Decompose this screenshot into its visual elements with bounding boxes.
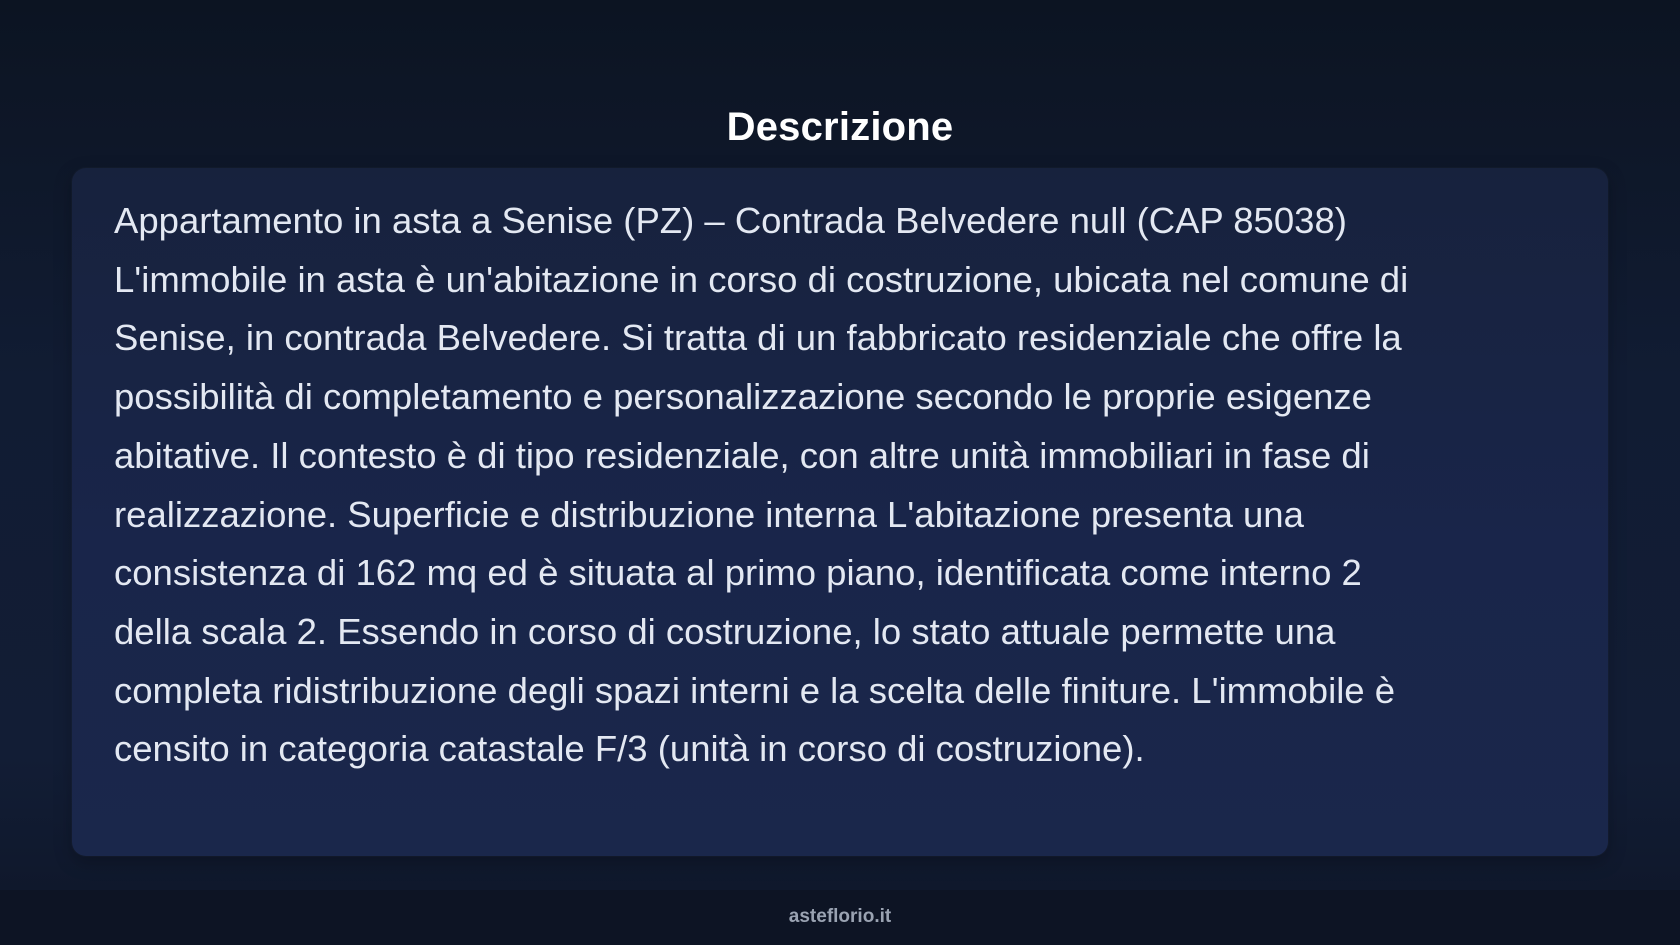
description-line: realizzazione. Superficie e distribuzione interna L'abitazione presenta una bbox=[114, 493, 1304, 535]
section-title: Descrizione bbox=[726, 104, 954, 149]
description-card bbox=[72, 168, 1608, 856]
description-line: Senise, in contrada Belvedere. Si tratta di un fabbricato residenziale che offre la bbox=[114, 317, 1402, 359]
description-line: della scala 2. Essendo in corso di costruzione, lo stato attuale permette una bbox=[114, 610, 1336, 652]
footer-site-link[interactable]: asteflorio.it bbox=[788, 906, 892, 927]
description-line: L'immobile in asta è un'abitazione in corso di costruzione, ubicata nel comune di bbox=[114, 258, 1409, 300]
description-line: Appartamento in asta a Senise (PZ) – Contrada Belvedere null (CAP 85038) bbox=[114, 200, 1347, 241]
description-line: completa ridistribuzione degli spazi interni e la scelta delle finiture. L'immobile è bbox=[114, 669, 1396, 711]
description-line: possibilità di completamento e personalizzazione secondo le proprie esigenze bbox=[114, 376, 1372, 418]
description-line: abitative. Il contesto è di tipo residenziale, con altre unità immobiliari in fase di bbox=[114, 434, 1370, 476]
description-line: censito in categoria catastale F/3 (unità in corso di costruzione). bbox=[114, 728, 1145, 770]
description-line: consistenza di 162 mq ed è situata al primo piano, identificata come interno 2 bbox=[114, 552, 1362, 594]
description-text bbox=[114, 192, 1574, 779]
footer-bar bbox=[0, 890, 1680, 945]
